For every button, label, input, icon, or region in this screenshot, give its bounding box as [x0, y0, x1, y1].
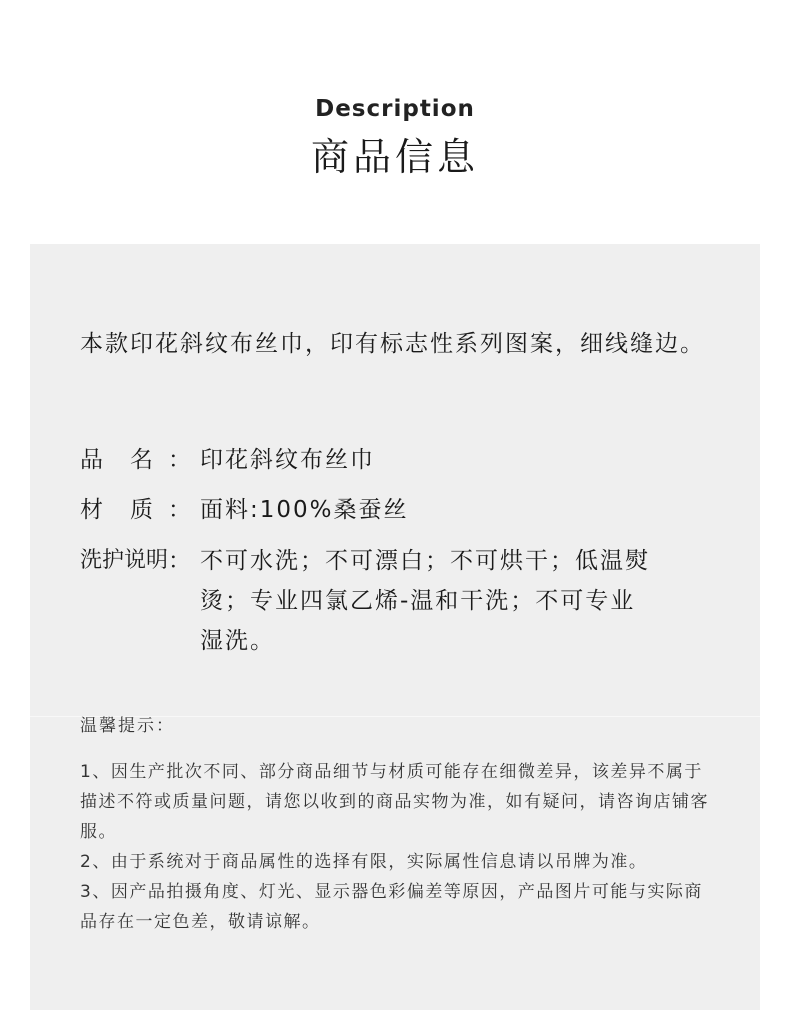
spec-value-care: 不可水洗；不可漂白；不可烘干；低温熨烫；专业四氯乙烯-温和干洗；不可专业湿洗。	[200, 548, 650, 654]
header-title-zh: 商品信息	[310, 135, 479, 179]
spec-colon-name: ：	[168, 447, 193, 473]
spec-label-name: 品 名	[80, 447, 155, 473]
spec-label-care: 洗护说明	[80, 548, 169, 573]
tips-list	[80, 757, 710, 937]
spec-colon-material: ：	[168, 497, 193, 523]
spec-value-material: 面料:100%桑蚕丝	[200, 497, 409, 523]
spec-colon-care: ：	[168, 548, 193, 574]
tip-item: 2、由于系统对于商品属性的选择有限，实际属性信息请以吊牌为准。	[80, 852, 648, 872]
header-title-en: Description	[315, 96, 475, 122]
spec-value-name: 印花斜纹布丝巾	[200, 447, 375, 473]
description-panel	[30, 244, 760, 1010]
product-intro: 本款印花斜纹布丝巾，印有标志性系列图案，细线缝边。	[80, 331, 705, 357]
tip-item: 3、因产品拍摄角度、灯光、显示器色彩偏差等原因，产品图片可能与实际商品存在一定色差，敬请谅解。	[80, 882, 703, 932]
tip-item: 1、因生产批次不同、部分商品细节与材质可能存在细微差异，该差异不属于描述不符或质量问题，请您以收到的商品实物为准，如有疑问，请咨询店铺客服。	[80, 762, 709, 842]
tips-title: 温馨提示：	[80, 716, 175, 736]
spec-label-material: 材 质	[80, 497, 155, 523]
page-header	[0, 0, 790, 244]
